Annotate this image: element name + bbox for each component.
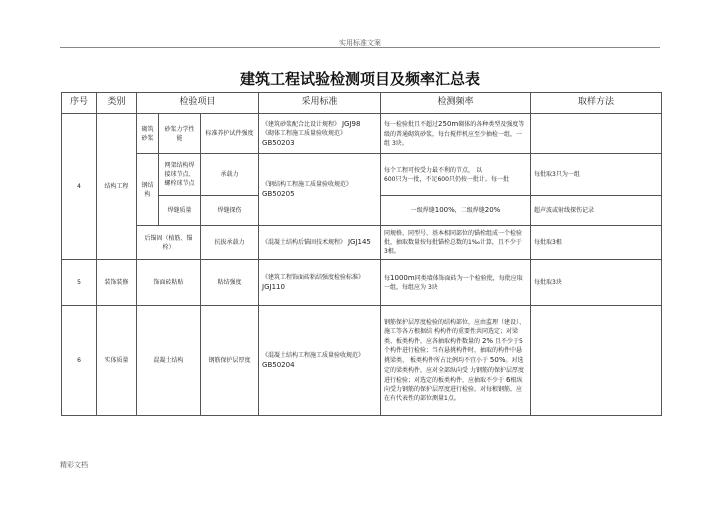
test-item: 砂浆力学性能 [159, 114, 201, 154]
table-header-row [62, 93, 662, 114]
standard-cell: 《建筑工程饰面砖粘结强度检验标准》 JGJ110 [259, 260, 381, 306]
test-parameter: 抗拔承载力 [201, 226, 259, 260]
sub-category: 钢结构 [137, 154, 159, 226]
row-number: 4 [62, 114, 97, 260]
test-item: 饰面砖粘贴 [137, 260, 201, 306]
row-number: 5 [62, 260, 97, 306]
frequency-cell: 钢筋保护层厚度检验的结构部位，应由监理（建设）、施工等各方根据结 构构件的重要性共同选定；对梁类、板类构件，应各抽取构件数量的 2% 且不少于5个构件进行检验；当有悬挑构件时，抽取的构件中悬挑梁类、 板类构件所占比例均不宜小于 50%。对选定的梁类构件，应对全部纵向受 力钢筋的保护层厚度进行检验；对选定的板类构件，应抽取不少于 6根纵 向受力钢筋的保护层厚度进行检验。对每根钢筋，应在有代表性的部位测量1点。 [381, 306, 531, 416]
row-category: 结构工程 [97, 114, 137, 260]
test-item: 网架结构焊接球节点、螺栓球节点 [159, 154, 201, 196]
page-title: 建筑工程试验检测项目及频率汇总表 [239, 70, 480, 88]
standard-cell: 《混凝土结构工程施工质量验收规范》 GB50204 [259, 306, 381, 416]
table-row [62, 114, 662, 154]
test-parameter: 标准养护试件强度 [201, 114, 259, 154]
frequency-cell: 一级焊缝100%，二级焊缝20% [381, 196, 531, 226]
sampling-cell: 每批取3只为一组 [531, 154, 662, 196]
row-category: 装饰装修 [97, 260, 137, 306]
sampling-cell [531, 306, 662, 416]
table-row [62, 154, 662, 196]
col-header-standard: 采用标准 [259, 93, 381, 114]
summary-table [61, 92, 662, 416]
standard-cell: 《钢结构工程施工质量验收规范》 GB50205 [259, 154, 381, 226]
sampling-cell: 超声波或射线探伤记录 [531, 196, 662, 226]
frequency-cell: 每一检验批且不超过250m砌体的各种类型及强度等级的普通砌筑砂浆，每台搅拌机应至少抽检一组，一组 3块。 [381, 114, 531, 154]
sampling-cell: 每批取3块 [531, 260, 662, 306]
sub-category: 砌筑砂浆 [137, 114, 159, 154]
standard-cell: 《混凝土结构后锚固技术规程》 JGJ145 [259, 226, 381, 260]
col-header-item: 检验项目 [137, 93, 259, 114]
row-number: 6 [62, 306, 97, 416]
frequency-cell: 每1000m同类墙体饰面砖为一个检验批，每批应取一组，每组应为 3块 [381, 260, 531, 306]
test-parameter: 粘结强度 [201, 260, 259, 306]
sampling-cell: 每批取3根 [531, 226, 662, 260]
col-header-sampling: 取样方法 [531, 93, 662, 114]
col-header-category: 类别 [97, 93, 137, 114]
table-row [62, 306, 662, 416]
test-item: 后锚固（植筋、锚栓） [137, 226, 201, 260]
test-parameter: 焊缝探伤 [201, 196, 259, 226]
test-item: 混凝土结构 [137, 306, 201, 416]
row-category: 实体质量 [97, 306, 137, 416]
standard-cell: 《建筑砂浆配合比设计规程》 JGJ98 《砌体工程施工质量验收规范》 GB50203 [259, 114, 381, 154]
test-item: 焊缝质量 [159, 196, 201, 226]
col-header-no: 序号 [62, 93, 97, 114]
header-divider [60, 47, 660, 48]
test-parameter: 钢筋保护层厚度 [201, 306, 259, 416]
frequency-cell: 每个工程可按受力最不利的节点， 以 600只为一批，不足600只仍按一批计。每一批 [381, 154, 531, 196]
table-row [62, 226, 662, 260]
page-footer: 精彩文档 [60, 461, 88, 469]
sampling-cell [531, 114, 662, 154]
table-row [62, 260, 662, 306]
frequency-cell: 同规格、同型号、基本相同部位的锚栓组成一个检验批，抽取数量按每批锚栓总数的1‰计算，且不少于 3根。 [381, 226, 531, 260]
page-header: 实用标准文案 [339, 39, 381, 47]
col-header-frequency: 检测频率 [381, 93, 531, 114]
test-parameter: 承载力 [201, 154, 259, 196]
